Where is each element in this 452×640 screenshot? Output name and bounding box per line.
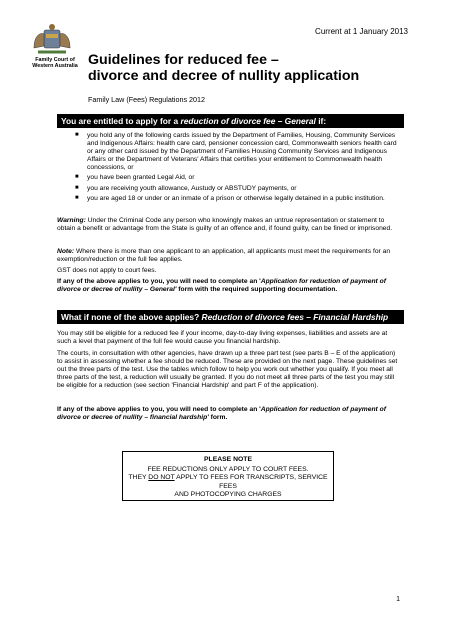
note-box-line2 [123,474,333,490]
list-item-text: you are aged 18 or under or an inmate of a prison or otherwise legally detained in a public institution. [87,195,385,203]
cond2-part-e: form. [208,413,228,421]
cond2-part-d: financial hardship' [149,413,209,421]
cond1-part-b: Application for reduction of payment of divorce or decree of nullity – General' [57,278,386,293]
cond1-part-c: form with the required supporting documentation. [176,285,338,293]
cond2-part-c: – [142,413,150,421]
note-box-line3: AND PHOTOCOPYING CHARGES [174,490,282,498]
note-text: Where there is more than one applicant to an application, all applicants must meet the requirements for an exemption/reduction or the full fee applies. [57,248,391,263]
general-form-instruction [57,278,402,294]
current-date: Current at 1 January 2013 [315,27,408,36]
list-item-text: you hold any of the following cards issued by the Department of Families, Housing, Community Services and Indigenous Affairs: health care card, pensioner concession card, Commonwealth seniors health card or any other card issued by the Department of Families Housing Community Services and Indigenous Affairs or the Department of Veterans' Affairs that certifies your entitlement to Commonwealth health concessions, or [87,132,397,171]
cond2-part-b: Application for reduction of payment of divorce or decree of nullity [57,406,386,421]
title-line1: Guidelines for reduced fee – [88,52,279,68]
list-item [75,185,400,193]
court-name-line2: Western Australia [32,63,78,70]
warning-paragraph [57,217,402,233]
note-paragraph [57,248,402,264]
list-item [75,174,400,182]
title-line2: divorce and decree of nullity application [88,68,360,84]
section-heading-hardship [57,310,404,324]
note-label: Note: [57,248,75,255]
page-title [88,52,418,84]
section-heading-general [57,114,404,128]
note-box-line2-a: THEY [128,474,149,482]
cond2-part-a: If any of the above applies to you, you will need to complete an ' [57,406,261,413]
list-item-text: you have been granted Legal Aid, or [87,174,195,182]
heading2-part-a: What if none of the above applies? [61,312,202,322]
hardship-paragraph-1: You may still be eligible for a reduced fee if your income, day-to-day living expenses, liabilities and assets are at such a level that payment of the full fee would cause you financial hardship. [57,330,388,345]
square-bullet-icon: ■ [75,195,79,202]
coat-of-arms-icon [30,22,74,56]
heading1-part-a: You are entitled to apply for a [61,116,181,126]
note-box-heading: PLEASE NOTE [204,456,252,463]
court-name-line1: Family Court of [35,57,75,63]
hardship-form-instruction [57,406,402,422]
list-item [75,195,400,203]
warning-label: Warning: [57,217,86,224]
please-note-box [122,451,334,501]
page-number: 1 [396,596,400,603]
gst-paragraph: GST does not apply to court fees. [57,267,157,274]
warning-text: Under the Criminal Code any person who knowingly makes an untrue representation or statement to obtain a benefit or advantage from the State is guilty of an offence and, if found guilty, can be fined or imprisoned. [57,217,393,232]
heading1-part-c: if: [315,116,327,126]
square-bullet-icon: ■ [75,184,79,191]
note-box-line2-c: APPLY TO FEES FOR TRANSCRIPTS, SERVICE FEES [174,474,328,490]
hardship-paragraph-2: The courts, in consultation with other agencies, have drawn up a three part test (see parts B – E of the application) to assist in assessing whether a fee should be reduced. These are provided on the next page. These guidelines set out the three parts of the test. Use the tables which follow to help you work out whether you qualify. If you meet all three parts of the test, a reduction will usually be granted. If you do not meet all three parts of the test you may still be eligible for a reduction (see section 'Financial Hardship' and part F of the application). [57,350,398,389]
cond1-part-a: If any of the above applies to you, you will need to complete an ' [57,278,261,285]
court-name [22,57,88,70]
regulations-subtitle: Family Law (Fees) Regulations 2012 [88,95,206,104]
list-item [75,132,400,172]
list-item-text: you are receiving youth allowance, Austudy or ABSTUDY payments, or [87,184,297,192]
heading2-part-b: Reduction of divorce fees – Financial Hardship [201,312,389,322]
note-box-line1: FEE REDUCTIONS ONLY APPLY TO COURT FEES. [147,466,309,474]
square-bullet-icon: ■ [75,132,79,138]
eligibility-list [75,132,400,206]
heading1-part-b: reduction of divorce fee – General [180,116,316,126]
square-bullet-icon: ■ [75,174,79,181]
note-box-line2-b: DO NOT [148,474,175,482]
